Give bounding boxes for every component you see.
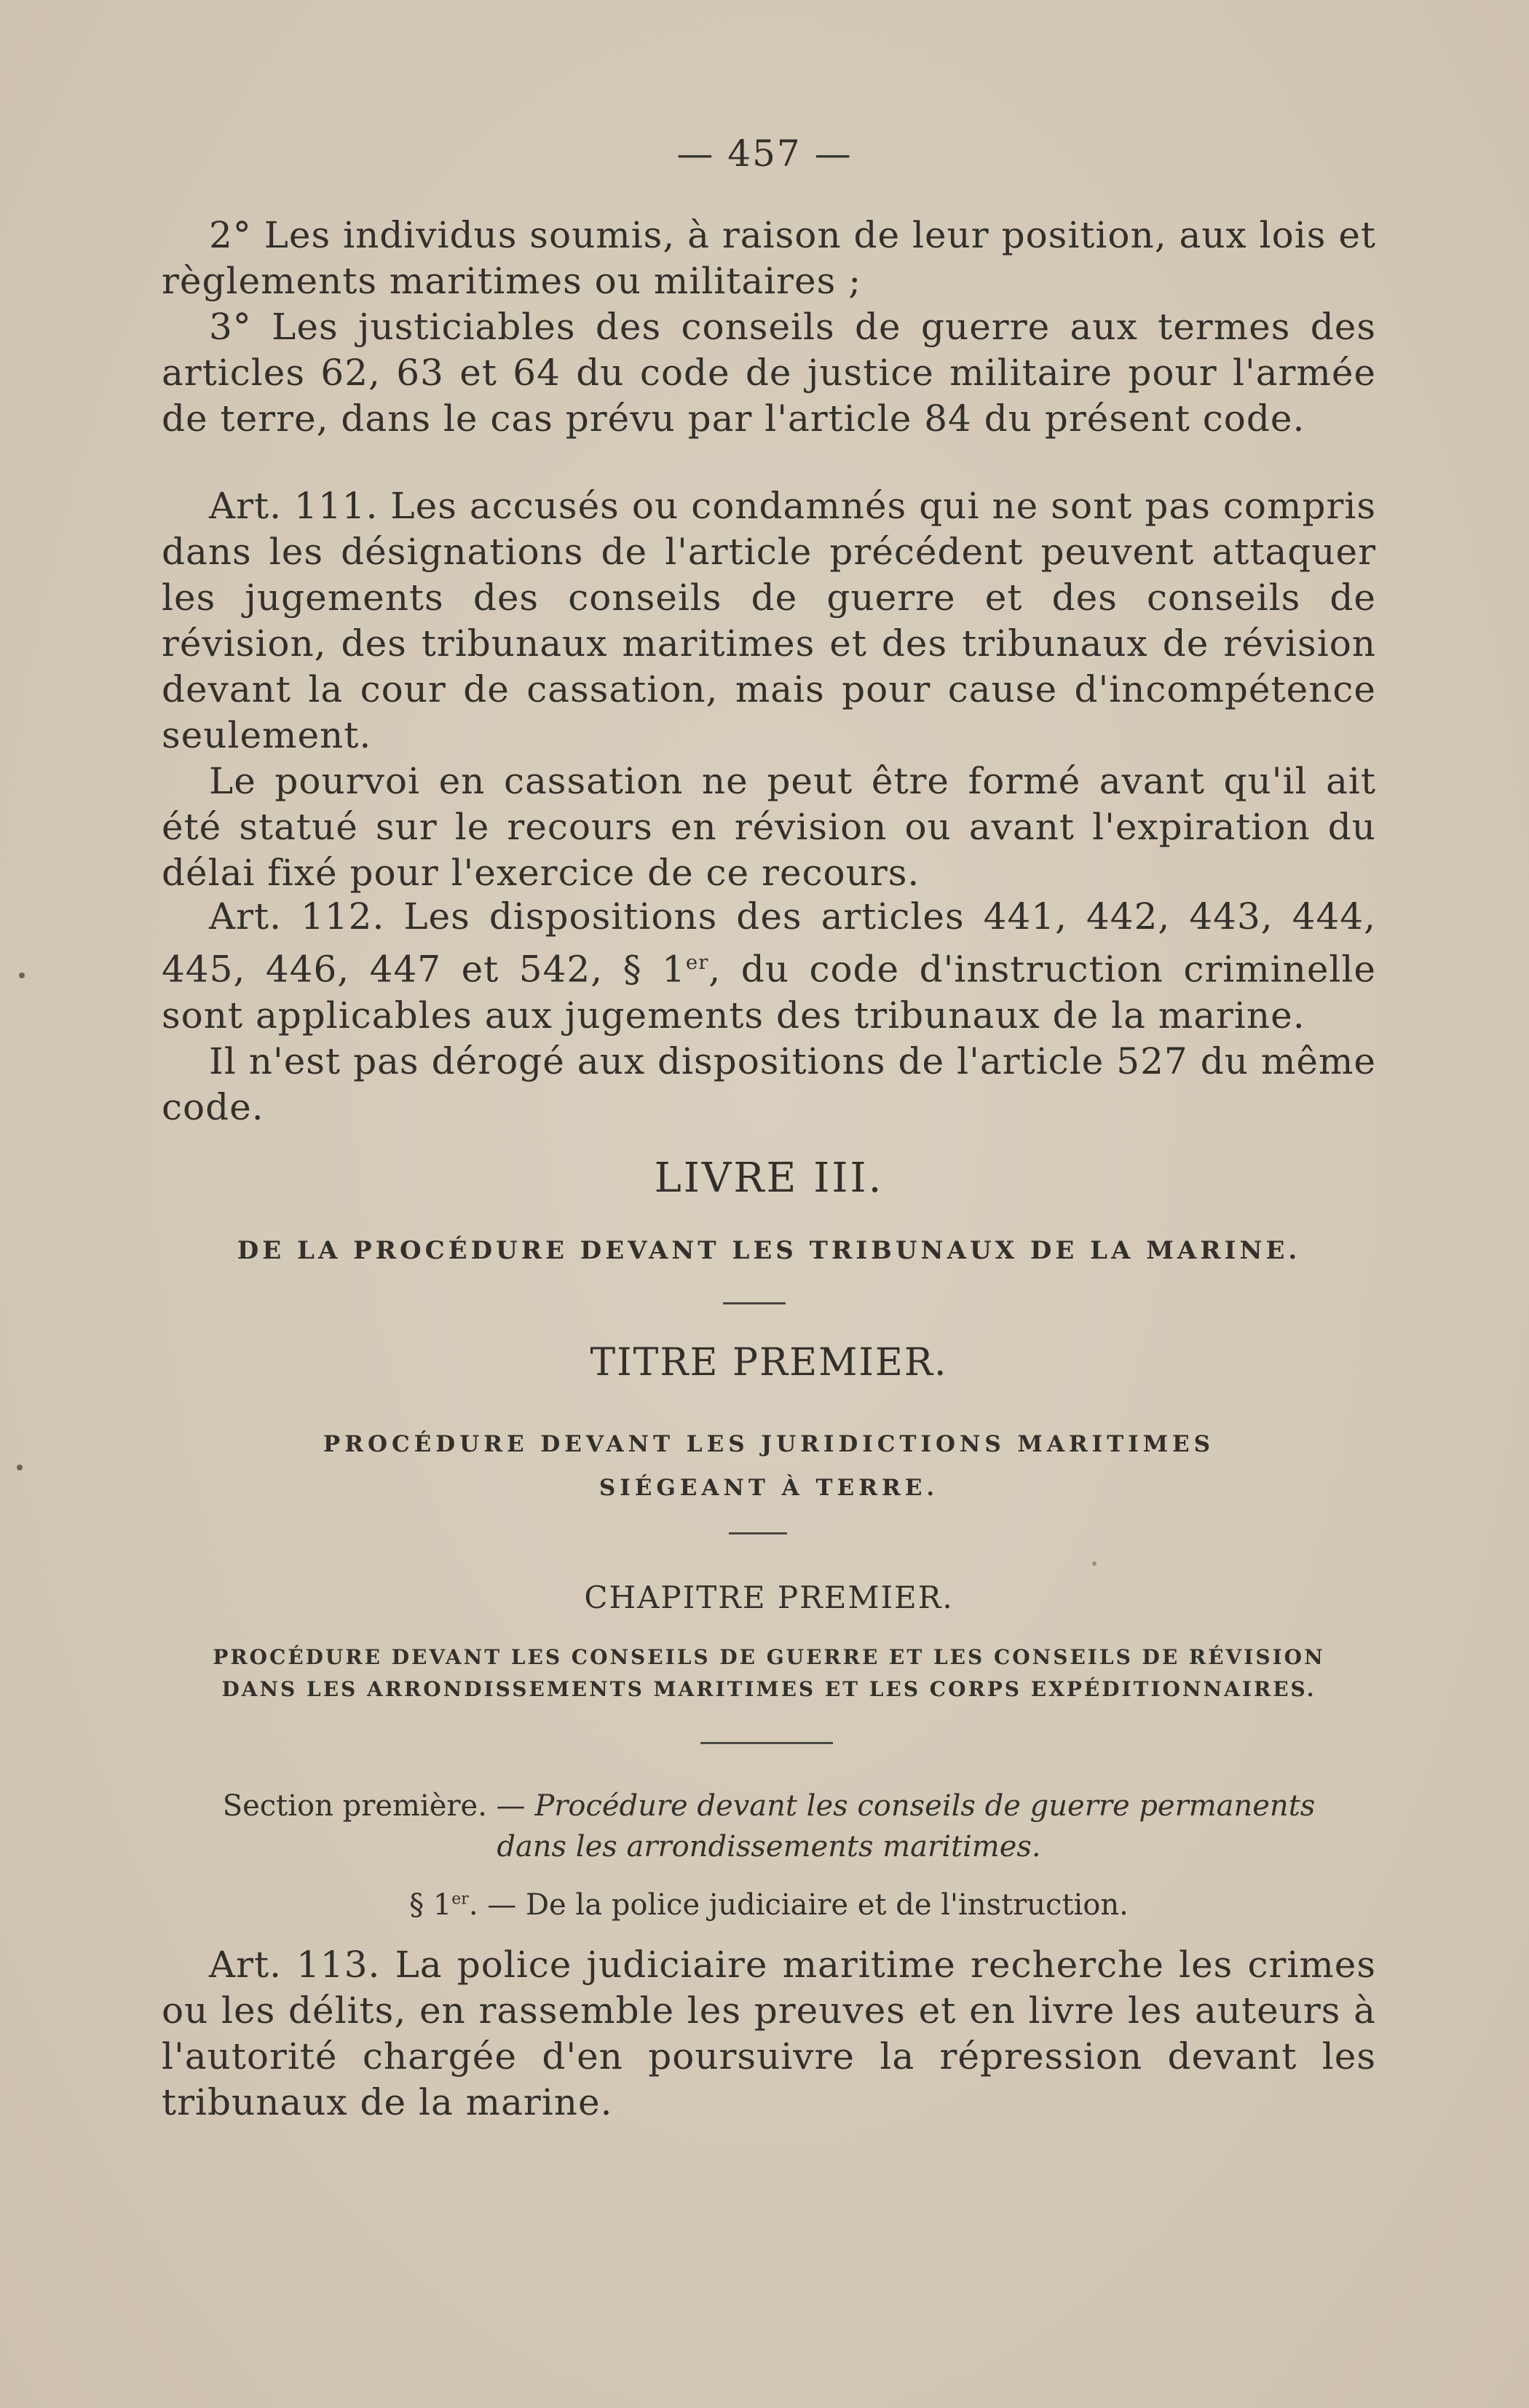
article-111 bbox=[162, 483, 1376, 896]
article-112 bbox=[162, 894, 1376, 1130]
article-112-paragraph-1 bbox=[162, 894, 1376, 1039]
article-113 bbox=[162, 1942, 1376, 2126]
section-line-2 bbox=[162, 1826, 1376, 1867]
article-112-text-a: Art. 112. Les dispositions des articles 441, 442, 443, 444, 445, 446, 447 et 542, § 1 bbox=[162, 895, 1376, 991]
livre-title: LIVRE III. bbox=[654, 1155, 884, 1202]
titre-subtitle-line-2: SIÉGEANT À TERRE. bbox=[598, 1475, 939, 1501]
paragraph-superscript: er bbox=[451, 1890, 469, 1909]
paragraph-heading-text: . — De la police judiciaire et de l'instruction. bbox=[468, 1888, 1129, 1922]
titre-heading bbox=[162, 1341, 1376, 1385]
chapitre-heading bbox=[162, 1580, 1376, 1615]
article-113-paragraph: Art. 113. La police judiciaire maritime recherche les crimes ou les délits, en rassemble les preuves et en livre les auteurs à l'autorité chargée d'en poursuivre la répression devant les tribunaux de la marine. bbox=[162, 1944, 1376, 2123]
section-title-line-1: Procédure devant les conseils de guerre permanents bbox=[534, 1789, 1316, 1823]
section-title-line-2: dans les arrondissements maritimes. bbox=[497, 1830, 1041, 1864]
paper-speck-2 bbox=[17, 1465, 23, 1470]
titre-subtitle-wrap bbox=[162, 1422, 1376, 1510]
rule-3 bbox=[700, 1742, 833, 1744]
item-2: 2° Les individus soumis, à raison de leur position, aux lois et règlements maritimes ou militaires ; bbox=[162, 214, 1376, 302]
chapitre-subtitle-line-1: PROCÉDURE DEVANT LES CONSEILS DE GUERRE ET LES CONSEILS DE RÉVISION bbox=[213, 1645, 1325, 1669]
section-heading bbox=[162, 1786, 1376, 1867]
article-111-paragraph-2: Le pourvoi en cassation ne peut être formé avant qu'il ait été statué sur le recours en révision ou avant l'expiration du délai fixé pour l'exercice de ce recours. bbox=[162, 760, 1376, 894]
article-111-paragraph-1: Art. 111. Les accusés ou condamnés qui ne sont pas compris dans les désignations de l'article précédent peuvent attaquer les jugements des conseils de guerre et des conseils de révision, des tribunaux maritimes et des tribunaux de révision devant la cour de cassation, mais pour cause d'incompétence seulement. bbox=[162, 485, 1376, 756]
section-label: Section première. bbox=[222, 1789, 487, 1823]
chapitre-title: CHAPITRE PREMIER. bbox=[584, 1580, 954, 1615]
enumeration-block bbox=[162, 213, 1376, 442]
rule-1 bbox=[723, 1302, 786, 1304]
chapitre-subtitle-wrap bbox=[162, 1641, 1376, 1706]
article-112-text-b: , du code d'instruction criminelle sont applicables aux jugements des tribunaux de la marine. bbox=[162, 948, 1377, 1037]
chapitre-subtitle-line-2: DANS LES ARRONDISSEMENTS MARITIMES ET LES CORPS EXPÉDITIONNAIRES. bbox=[221, 1677, 1316, 1701]
article-112-superscript: er bbox=[685, 951, 709, 974]
livre-subtitle: DE LA PROCÉDURE DEVANT LES TRIBUNAUX DE LA MARINE. bbox=[237, 1236, 1301, 1265]
titre-subtitle-line-1: PROCÉDURE DEVANT LES JURIDICTIONS MARITIMES bbox=[323, 1431, 1215, 1457]
article-112-paragraph-2: Il n'est pas dérogé aux dispositions de l'article 527 du même code. bbox=[162, 1039, 1376, 1128]
item-3: 3° Les justiciables des conseils de guerre aux termes des articles 62, 63 et 64 du code de justice militaire pour l'armée de terre, dans le cas prévu par l'article 84 du présent code. bbox=[162, 306, 1376, 440]
paper-speck-3 bbox=[1092, 1561, 1097, 1566]
paragraph-sign: § 1 bbox=[409, 1888, 452, 1922]
livre-heading bbox=[162, 1155, 1376, 1202]
rule-2 bbox=[729, 1532, 787, 1534]
paragraph-heading bbox=[162, 1888, 1376, 1922]
livre-subtitle-wrap bbox=[162, 1236, 1376, 1265]
section-line-1 bbox=[162, 1786, 1376, 1826]
paper-speck-1 bbox=[19, 973, 25, 978]
paragraph-heading-line bbox=[162, 1888, 1376, 1922]
page-number: — 457 — bbox=[676, 132, 853, 175]
titre-title: TITRE PREMIER. bbox=[590, 1341, 948, 1385]
section-dash: — bbox=[486, 1789, 535, 1823]
